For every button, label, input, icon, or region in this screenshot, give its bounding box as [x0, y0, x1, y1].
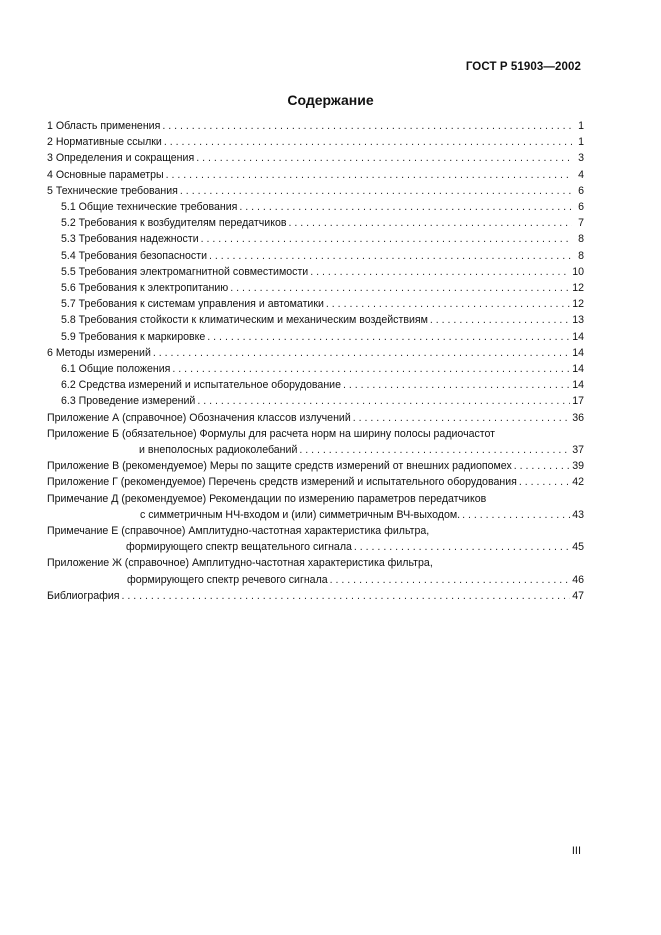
toc-entry-page: 4	[578, 168, 584, 181]
toc-entry-page: 1	[578, 120, 584, 132]
dot-leader	[354, 539, 570, 555]
toc-entry	[47, 248, 584, 264]
toc-entry-page: 42	[572, 476, 584, 489]
toc-entry-page: 3	[578, 152, 584, 165]
toc-entry-text: 3 Определения и сокращения	[47, 152, 195, 165]
toc-entry	[47, 312, 584, 328]
toc-entry-text: Приложение Б (обязательное) Формулы для расчета норм на ширину полосы радиочастот	[47, 427, 496, 440]
toc-entry-text: Приложение Г (рекомендуемое) Перечень средств измерений и испытательного оборудования	[47, 476, 517, 489]
toc-entry-text: 5.8 Требования стойкости к климатическим и механическим воздействиям	[61, 314, 428, 327]
dot-leader	[519, 474, 570, 490]
toc-entry	[47, 345, 584, 361]
table-of-contents	[47, 118, 584, 604]
toc-entry-page: 8	[578, 249, 584, 262]
toc-entry-text: 5.1 Общие технические требования	[61, 201, 238, 214]
toc-entry-page: 6	[578, 184, 584, 197]
dot-leader	[353, 410, 570, 426]
toc-entry	[47, 329, 584, 345]
toc-entry-page: 17	[572, 395, 584, 408]
toc-entry-text: Примечание Д (рекомендуемое) Рекомендации по измерению параметров передатчиков	[47, 492, 487, 505]
contents-title: Содержание	[287, 92, 374, 108]
toc-entry-page: 8	[578, 233, 584, 246]
dot-leader	[430, 312, 570, 328]
toc-entry	[47, 150, 584, 166]
toc-entry	[47, 199, 584, 215]
toc-entry-text-continuation: с симметричным НЧ-входом и (или) симметричным ВЧ-выходом.	[140, 508, 461, 521]
toc-entry-text: 5.7 Требования к системам управления и автоматики	[61, 298, 324, 311]
toc-entry	[47, 491, 584, 523]
toc-entry	[47, 426, 584, 458]
toc-entry-text: 5.6 Требования к электропитанию	[61, 282, 229, 295]
toc-entry-text-continuation: формирующего спектр речевого сигнала	[127, 573, 328, 586]
toc-entry-page: 1	[578, 136, 584, 149]
dot-leader	[343, 377, 570, 393]
dot-leader	[166, 167, 572, 183]
toc-entry	[47, 410, 584, 426]
page-number: III	[571, 845, 581, 857]
toc-entry-page: 46	[572, 573, 584, 586]
toc-entry	[47, 296, 584, 312]
toc-entry	[47, 393, 584, 409]
toc-entry	[47, 264, 584, 280]
toc-entry-page: 7	[578, 217, 584, 230]
toc-entry-page: 39	[572, 460, 584, 473]
toc-entry-text: Приложение В (рекомендуемое) Меры по защите средств измерений от внешних радиопомех	[47, 460, 512, 473]
toc-entry-text: 5.5 Требования электромагнитной совместимости	[61, 265, 309, 278]
toc-entry-text: 5 Технические требования	[47, 184, 178, 197]
dot-leader	[164, 134, 572, 150]
toc-entry-page: 14	[572, 346, 584, 359]
toc-entry-page: 14	[572, 363, 584, 376]
toc-entry	[47, 361, 584, 377]
dot-leader	[514, 458, 570, 474]
toc-entry-text: 5.4 Требования безопасности	[61, 249, 207, 262]
toc-entry-text: 5.3 Требования надежности	[61, 233, 199, 246]
toc-entry-text: 6.2 Средства измерений и испытательное оборудование	[61, 379, 341, 392]
toc-entry-page: 13	[572, 314, 584, 327]
dot-leader	[209, 248, 572, 264]
toc-entry-text: Приложение Ж (справочное) Амплитудно-частотная характеристика фильтра,	[47, 557, 433, 570]
dot-leader	[230, 280, 570, 296]
toc-entry	[47, 215, 584, 231]
dot-leader	[196, 150, 572, 166]
dot-leader	[162, 118, 572, 134]
toc-entry-page: 43	[572, 508, 584, 521]
toc-entry	[47, 134, 584, 150]
dot-leader	[462, 507, 570, 523]
dot-leader	[239, 199, 572, 215]
dot-leader	[326, 296, 570, 312]
toc-entry-text-continuation: и внеполосных радиоколебаний	[139, 444, 298, 457]
toc-entry	[47, 458, 584, 474]
toc-entry	[47, 280, 584, 296]
toc-entry-text: Библиография	[47, 589, 120, 602]
toc-entry-page: 14	[572, 330, 584, 343]
toc-entry-text: 4 Основные параметры	[47, 168, 164, 181]
toc-entry-text: 2 Нормативные ссылки	[47, 136, 162, 149]
toc-entry	[47, 231, 584, 247]
toc-entry-page: 45	[572, 541, 584, 554]
dot-leader	[172, 361, 570, 377]
toc-entry	[47, 555, 584, 587]
toc-entry-page: 47	[572, 589, 584, 602]
toc-entry-text: 5.9 Требования к маркировке	[61, 330, 206, 343]
toc-entry	[47, 118, 584, 134]
toc-entry-text: 1 Область применения	[47, 120, 161, 132]
dot-leader	[197, 393, 570, 409]
toc-entry-text: 6.1 Общие положения	[61, 363, 171, 376]
dot-leader	[207, 329, 570, 345]
toc-entry	[47, 183, 584, 199]
toc-entry	[47, 377, 584, 393]
toc-entry-page: 37	[572, 444, 584, 457]
toc-entry-text: Примечание Е (справочное) Амплитудно-частотная характеристика фильтра,	[47, 525, 430, 538]
toc-entry-text: Приложение А (справочное) Обозначения классов излучений	[47, 411, 351, 424]
dot-leader	[121, 588, 570, 604]
toc-entry-text-continuation: формирующего спектр вещательного сигнала	[126, 541, 352, 554]
toc-entry-text: 6 Методы измерений	[47, 346, 151, 359]
toc-entry	[47, 474, 584, 490]
toc-entry	[47, 167, 584, 183]
document-code-header: ГОСТ Р 51903—2002	[465, 61, 581, 73]
toc-entry-page: 12	[572, 282, 584, 295]
toc-entry	[47, 523, 584, 555]
toc-entry-page: 12	[572, 298, 584, 311]
toc-entry-page: 14	[572, 379, 584, 392]
dot-leader	[330, 572, 571, 588]
dot-leader	[299, 442, 570, 458]
toc-entry-text: 5.2 Требования к возбудителям передатчиков	[61, 217, 287, 230]
dot-leader	[153, 345, 570, 361]
toc-entry-page: 10	[572, 265, 584, 278]
dot-leader	[289, 215, 573, 231]
dot-leader	[201, 231, 572, 247]
toc-entry-page: 6	[578, 201, 584, 214]
toc-entry	[47, 588, 584, 604]
toc-entry-text: 6.3 Проведение измерений	[61, 395, 196, 408]
dot-leader	[310, 264, 570, 280]
toc-entry-page: 36	[572, 411, 584, 424]
dot-leader	[180, 183, 572, 199]
